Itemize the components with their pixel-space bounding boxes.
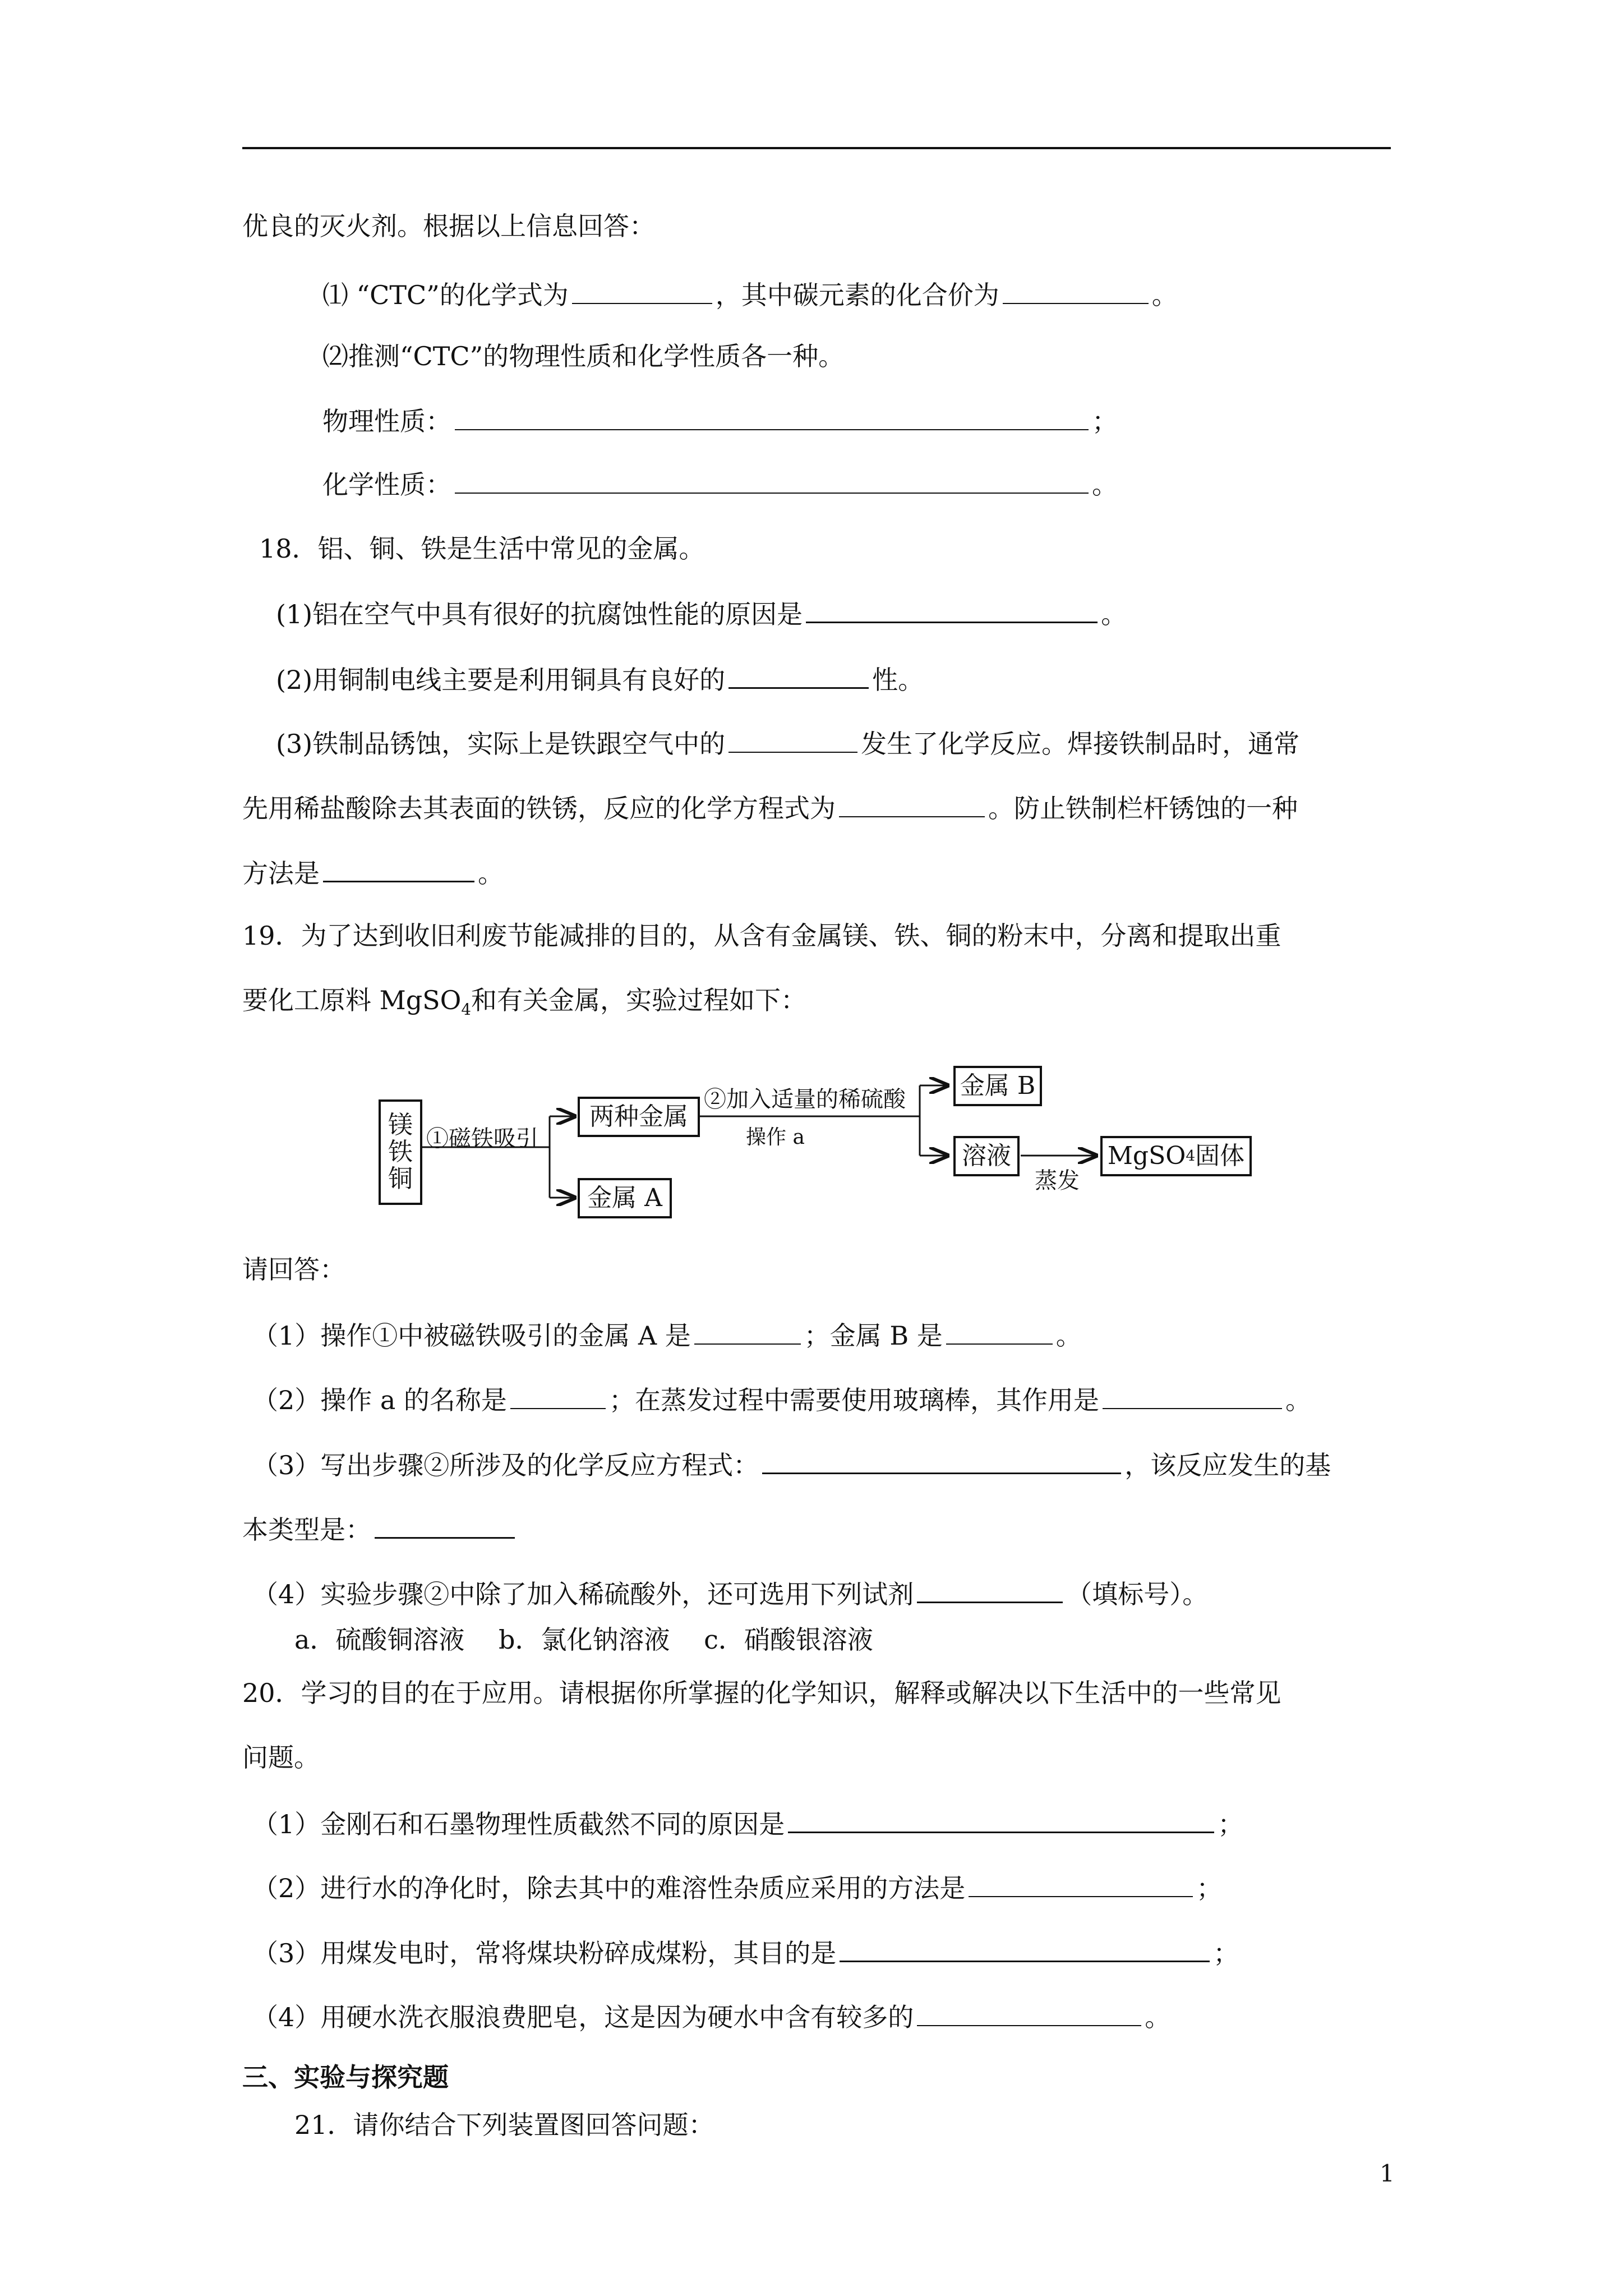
solution-box: 溶液 xyxy=(953,1136,1020,1176)
answer-blank[interactable] xyxy=(946,1321,1053,1345)
q20-part3: （3）用煤发电时，常将煤块粉碎成煤粉，其目的是 ； xyxy=(252,1938,1239,1968)
q19-options: a．硫酸铜溶液 b．氯化钠溶液 c．硝酸银溶液 xyxy=(294,1625,873,1655)
q20-stem-line2: 问题。 xyxy=(242,1742,320,1773)
q19-part4: （4）实验步骤②中除了加入稀硫酸外，还可选用下列试剂 （填标号）。 xyxy=(252,1579,1209,1609)
q20-part1: （1）金刚石和石墨物理性质截然不同的原因是 ； xyxy=(252,1809,1244,1839)
section-heading: 三、实验与探究题 xyxy=(242,2062,449,2092)
answer-blank[interactable] xyxy=(1103,1386,1282,1409)
step1-label: ①磁铁吸引 xyxy=(426,1126,538,1152)
answer-blank[interactable] xyxy=(788,1809,1214,1833)
answer-blank[interactable] xyxy=(375,1515,515,1539)
answer-blank[interactable] xyxy=(762,1450,1121,1474)
q18-part3-line2: 先用稀盐酸除去其表面的铁锈，反应的化学方程式为 。防止铁制栏杆锈蚀的一种 xyxy=(242,793,1298,823)
q20-part4: （4）用硬水洗衣服浪费肥皂，这是因为硬水中含有较多的 。 xyxy=(252,2002,1171,2032)
q18-stem: 18．铝、铜、铁是生活中常见的金属。 xyxy=(259,533,705,564)
continued-line: 优良的灭火剂。根据以上信息回答： xyxy=(242,211,655,241)
q19-part2: （2）操作 a 的名称是 ；在蒸发过程中需要使用玻璃棒，其作用是 。 xyxy=(252,1385,1311,1415)
two-metals-box: 两种金属 xyxy=(578,1097,700,1137)
q18-part3-line3: 方法是 。 xyxy=(242,858,504,889)
answer-blank[interactable] xyxy=(917,2003,1141,2026)
q18-part3-line1: (3)铁制品锈蚀，实际上是铁跟空气中的 发生了化学反应。焊接铁制品时，通常 xyxy=(276,729,1300,759)
q17-part1: ⑴ “CTC”的化学式为 ，其中碳元素的化合价为 。 xyxy=(322,280,1178,310)
answer-blank[interactable] xyxy=(510,1386,606,1409)
operation-a-label: 操作 a xyxy=(746,1126,805,1149)
q19-part3-line2: 本类型是： xyxy=(242,1515,518,1543)
evaporate-label: 蒸发 xyxy=(1035,1168,1080,1194)
q21-stem: 21．请你结合下列装置图回答问题： xyxy=(294,2110,714,2140)
metal-a-box: 金属 A xyxy=(578,1178,672,1218)
q19-stem-line2: 要化工原料 MgSO$_4$和有关金属，实验过程如下： xyxy=(242,985,806,1019)
q19-stem-line1: 19．为了达到收旧利废节能减排的目的，从含有金属镁、铁、铜的粉末中，分离和提取出重 xyxy=(242,921,1281,951)
q18-part2: (2)用铜制电线主要是利用铜具有良好的 性。 xyxy=(276,665,924,695)
q20-stem-line1: 20．学习的目的在于应用。请根据你所掌握的化学知识，解释或解决以下生活中的一些常见 xyxy=(242,1678,1281,1708)
answer-blank[interactable] xyxy=(917,1579,1063,1603)
answer-blank[interactable] xyxy=(969,1874,1193,1897)
page-number: 1 xyxy=(1380,2160,1395,2187)
q19-ask: 请回答： xyxy=(242,1254,345,1285)
start-mixture-box: 镁 铁 铜 xyxy=(379,1099,422,1205)
q20-part2: （2）进行水的净化时，除去其中的难溶性杂质应采用的方法是 ； xyxy=(252,1873,1223,1903)
answer-blank[interactable] xyxy=(840,1938,1210,1962)
q19-part3-line1: （3）写出步骤②所涉及的化学反应方程式： ，该反应发生的基 xyxy=(252,1450,1331,1480)
q17-chemical: 化学性质： 。 xyxy=(322,470,1118,500)
q18-part1: (1)铝在空气中具有很好的抗腐蚀性能的原因是 。 xyxy=(276,599,1127,629)
q17-part2: ⑵推测“CTC”的物理性质和化学性质各一种。 xyxy=(322,341,845,371)
q19-part1: （1）操作①中被磁铁吸引的金属 A 是 ；金属 B 是 。 xyxy=(252,1320,1082,1351)
answer-blank[interactable] xyxy=(694,1321,801,1345)
metal-b-box: 金属 B xyxy=(953,1066,1042,1106)
q17-physical: 物理性质： ； xyxy=(322,406,1118,436)
step2-label: ②加入适量的稀硫酸 xyxy=(704,1087,906,1112)
mgso4-solid-box: MgSO 4 固体 xyxy=(1100,1136,1252,1176)
